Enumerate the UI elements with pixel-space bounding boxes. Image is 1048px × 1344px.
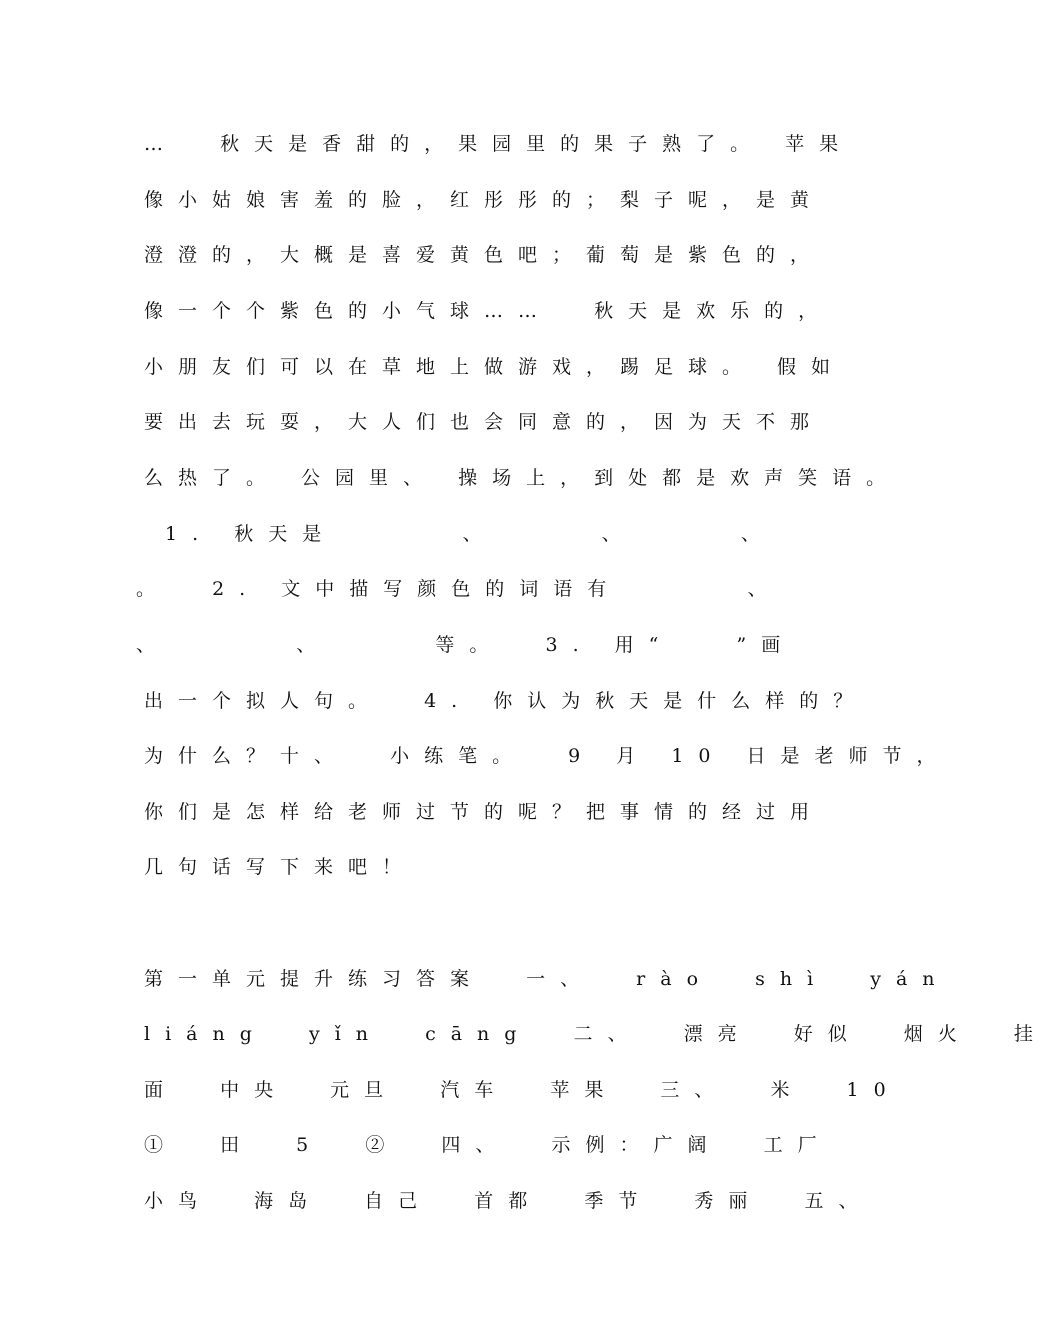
passage-line: 小朋友们可以在草地上做游戏，踢足球。 假如 bbox=[144, 356, 846, 378]
answer-line: 小鸟 海岛 自己 首都 季节 秀丽 五、 bbox=[144, 1190, 873, 1212]
question-line: 为什么？十、 小练笔。 9 月 10 日是老师节， bbox=[144, 745, 951, 767]
answer-line: liáng yǐn cāng 二、 漂亮 好似 烟火 挂 bbox=[144, 1023, 1048, 1045]
question-line: 。 2. 文中描写颜色的词语有 、 bbox=[136, 578, 782, 600]
answer-line: 第一单元提升练习答案 一、 rào shì yán bbox=[144, 968, 950, 990]
question-line: 出一个拟人句。 4. 你认为秋天是什么样的？ bbox=[144, 690, 868, 712]
question-line: 、 、 等。 3. 用“ ”画 bbox=[136, 634, 796, 656]
passage-line: 像一个个紫色的小气球…… 秋天是欢乐的， bbox=[144, 300, 833, 322]
question-line: 你们是怎样给老师过节的呢？把事情的经过用 bbox=[144, 801, 825, 823]
passage-line: 澄澄的，大概是喜爱黄色吧；葡萄是紫色的， bbox=[144, 244, 825, 266]
passage-line: 么热了。 公园里、 操场上，到处都是欢声笑语。 bbox=[144, 467, 901, 489]
question-line: 1. 秋天是 、 、 、 bbox=[144, 523, 775, 545]
answer-line: 面 中央 元旦 汽车 苹果 三、 米 10 bbox=[144, 1079, 901, 1101]
answer-line: ① 田 5 ② 四、 示例：广阔 工厂 bbox=[144, 1134, 832, 1156]
passage-line: 要出去玩耍，大人们也会同意的，因为天不那 bbox=[144, 411, 825, 433]
passage-line: 像小姑娘害羞的脸，红彤彤的；梨子呢，是黄 bbox=[144, 189, 825, 211]
question-line: 几句话写下来吧！ bbox=[144, 856, 417, 878]
passage-line: … 秋天是香甜的，果园里的果子熟了。 苹果 bbox=[144, 133, 854, 155]
